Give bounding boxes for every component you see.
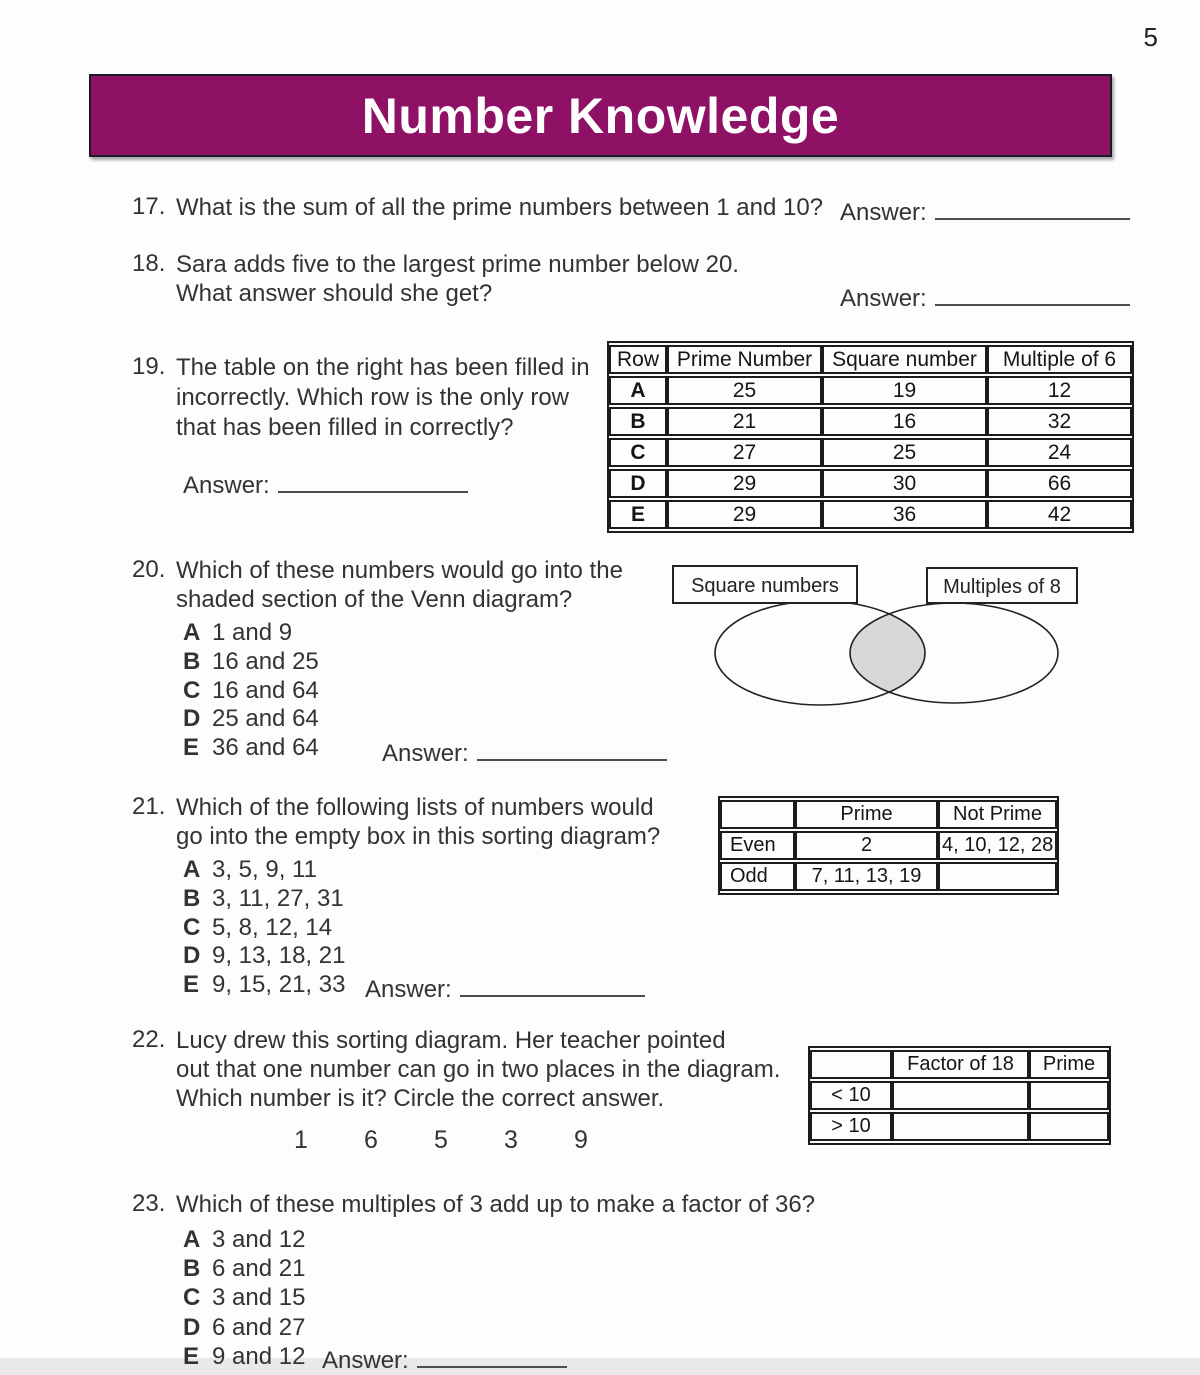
option-row: [183, 856, 345, 885]
table-cell: 2: [795, 831, 938, 860]
q19-table: [607, 341, 1134, 533]
q23-answer-label: Answer:: [322, 1347, 409, 1375]
table-row: [609, 438, 1132, 467]
option-row: [183, 942, 345, 971]
option-row: [183, 619, 319, 648]
table-cell: 32: [987, 407, 1132, 436]
q23-options: [183, 1225, 305, 1371]
option-letter: C: [183, 676, 201, 704]
q17-number: 17.: [132, 193, 166, 220]
row-label-odd: Odd: [720, 862, 795, 891]
q20-text-line1: Which of these numbers would go into the: [176, 557, 623, 584]
q19-answer: [183, 466, 468, 500]
q18-answer: [840, 279, 1130, 313]
table-row: [609, 407, 1132, 436]
q18-answer-line: [935, 279, 1130, 306]
empty-cell: [892, 1112, 1029, 1141]
table-cell: 66: [987, 469, 1132, 498]
q22-header-factor: Factor of 18: [892, 1050, 1029, 1079]
q18-text-line2: What answer should she get?: [176, 280, 493, 307]
q19-text: [176, 353, 590, 443]
table-cell: 21: [667, 407, 822, 436]
option-letter: C: [183, 1284, 201, 1312]
q19-answer-line: [278, 466, 468, 493]
q21-header-prime: Prime: [795, 800, 938, 829]
row-letter: C: [609, 438, 667, 467]
venn-left-label: Square numbers: [691, 575, 839, 597]
option-text: 9, 15, 21, 33: [212, 971, 346, 999]
option-text: 16 and 64: [212, 676, 319, 704]
q18-text: [176, 250, 739, 308]
table-row: [720, 862, 1057, 891]
table-row: [810, 1081, 1109, 1110]
choice-number: 1: [294, 1126, 308, 1154]
option-text: 1 and 9: [212, 619, 293, 646]
q21-sorting-table: [718, 796, 1059, 895]
q22-text-line1: Lucy drew this sorting diagram. Her teacher pointed: [176, 1027, 726, 1054]
table-cell: 25: [822, 438, 987, 467]
q20-answer-label: Answer:: [382, 740, 469, 768]
table-cell: 19: [822, 376, 987, 405]
choice-number: 5: [434, 1126, 448, 1154]
q22-number: 22.: [132, 1026, 166, 1053]
option-text: 3 and 15: [212, 1284, 306, 1312]
q20-answer: [382, 734, 667, 768]
option-row: [183, 971, 345, 1000]
option-text: 6 and 21: [212, 1255, 306, 1283]
title-banner: [89, 74, 1112, 157]
q17-answer-label: Answer:: [840, 199, 927, 227]
option-letter: D: [183, 942, 201, 970]
option-row: [183, 1283, 305, 1312]
table-cell: 4, 10, 12, 28: [938, 831, 1057, 860]
q18-answer-label: Answer:: [840, 285, 927, 313]
table-row: [810, 1112, 1109, 1141]
table-cell: [938, 862, 1057, 891]
page-number: 5: [1143, 22, 1158, 52]
q23-text: Which of these multiples of 3 add up to make a factor of 36?: [176, 1191, 816, 1218]
option-letter: B: [183, 884, 201, 912]
empty-cell: [1029, 1081, 1109, 1110]
choice-number: 9: [574, 1126, 588, 1154]
option-text: 3, 11, 27, 31: [212, 884, 344, 912]
q21-header-empty: [720, 800, 795, 829]
option-letter: D: [183, 705, 201, 733]
empty-cell: [892, 1081, 1029, 1110]
row-letter: A: [609, 376, 667, 405]
option-row: [183, 1342, 305, 1371]
q20-answer-line: [477, 734, 667, 761]
option-row: [183, 1254, 305, 1283]
q23-answer: [322, 1341, 567, 1375]
option-letter: B: [183, 647, 201, 675]
option-row: [183, 1313, 305, 1342]
table-cell: 24: [987, 438, 1132, 467]
row-label-less-than-10: < 10: [810, 1081, 892, 1110]
q22-sorting-table: [808, 1046, 1111, 1145]
option-row: [183, 1225, 305, 1254]
table-cell: 16: [822, 407, 987, 436]
option-text: 16 and 25: [212, 647, 319, 675]
option-row: [183, 648, 319, 677]
q21-options: [183, 856, 345, 1000]
table-row: [720, 831, 1057, 860]
row-label-greater-than-10: > 10: [810, 1112, 892, 1141]
choice-number: 3: [504, 1126, 518, 1154]
option-letter: A: [183, 1226, 201, 1253]
table-row: [609, 500, 1132, 529]
q19-answer-label: Answer:: [183, 472, 270, 500]
q22-header-prime: Prime: [1029, 1050, 1109, 1079]
q17-answer: [840, 193, 1130, 227]
q21-answer-line: [460, 970, 645, 997]
q23-answer-line: [417, 1341, 567, 1368]
q21-header-not-prime: Not Prime: [938, 800, 1057, 829]
option-text: 6 and 27: [212, 1313, 306, 1341]
option-text: 36 and 64: [212, 734, 319, 762]
q21-text-line1: Which of the following lists of numbers would: [176, 794, 654, 821]
empty-cell: [1029, 1112, 1109, 1141]
q20-options: [183, 619, 319, 763]
option-letter: E: [183, 1342, 200, 1370]
q21-text: [176, 793, 660, 851]
table-cell: 29: [667, 500, 822, 529]
table-cell: 12: [987, 376, 1132, 405]
table-cell: 25: [667, 376, 822, 405]
q21-table-header-row: [720, 800, 1057, 829]
q22-choices: [294, 1126, 644, 1155]
option-text: 9, 13, 18, 21: [212, 942, 346, 970]
q21-text-line2: go into the empty box in this sorting diagram?: [176, 823, 661, 850]
table-cell: 30: [822, 469, 987, 498]
q19-header-multiple: Multiple of 6: [987, 345, 1132, 374]
venn-diagram: [650, 560, 1068, 712]
table-cell: 36: [822, 500, 987, 529]
q17-answer-line: [935, 193, 1130, 220]
option-letter: A: [183, 856, 201, 883]
q18-text-line1: Sara adds five to the largest prime number below 20.: [176, 251, 739, 278]
option-letter: E: [183, 971, 200, 999]
option-letter: A: [183, 619, 201, 646]
q22-text: [176, 1026, 780, 1113]
q19-text-line2: incorrectly. Which row is the only row: [176, 384, 569, 411]
q20-number: 20.: [132, 556, 166, 583]
table-row: [609, 376, 1132, 405]
q22-text-line2: out that one number can go in two places in the diagram.: [176, 1056, 781, 1083]
option-letter: D: [183, 1313, 201, 1341]
option-letter: E: [183, 734, 200, 762]
q21-number: 21.: [132, 793, 166, 820]
page-title: Number Knowledge: [361, 87, 840, 144]
row-letter: B: [609, 407, 667, 436]
table-cell: 7, 11, 13, 19: [795, 862, 938, 891]
option-row: [183, 885, 345, 914]
venn-right-label: Multiples of 8: [943, 576, 1061, 598]
option-row: [183, 677, 319, 706]
option-letter: C: [183, 913, 201, 941]
table-cell: 42: [987, 500, 1132, 529]
option-text: 9 and 12: [212, 1342, 306, 1370]
q22-table-header-row: [810, 1050, 1109, 1079]
option-row: [183, 734, 319, 763]
option-row: [183, 705, 319, 734]
q17-text: What is the sum of all the prime numbers between 1 and 10?: [176, 194, 824, 221]
q19-text-line1: The table on the right has been filled in: [176, 354, 590, 381]
table-row: [609, 469, 1132, 498]
table-cell: 29: [667, 469, 822, 498]
option-text: 3, 5, 9, 11: [212, 856, 317, 883]
row-letter: E: [609, 500, 667, 529]
row-label-even: Even: [720, 831, 795, 860]
q22-text-line3: Which number is it? Circle the correct answer.: [176, 1085, 665, 1112]
q19-header-square: Square number: [822, 345, 987, 374]
q23-number: 23.: [132, 1190, 166, 1217]
option-text: 3 and 12: [212, 1226, 306, 1253]
q19-number: 19.: [132, 353, 166, 380]
option-letter: B: [183, 1255, 201, 1283]
q18-number: 18.: [132, 250, 166, 277]
q19-header-prime: Prime Number: [667, 345, 822, 374]
option-text: 5, 8, 12, 14: [212, 913, 333, 941]
option-text: 25 and 64: [212, 705, 319, 733]
option-row: [183, 914, 345, 943]
table-cell: 27: [667, 438, 822, 467]
choice-number: 6: [364, 1126, 378, 1154]
q21-answer: [365, 970, 645, 1004]
q22-header-empty: [810, 1050, 892, 1079]
q20-text: [176, 556, 623, 614]
q21-answer-label: Answer:: [365, 976, 452, 1004]
q19-text-line3: that has been filled in correctly?: [176, 414, 514, 441]
q20-text-line2: shaded section of the Venn diagram?: [176, 586, 573, 613]
row-letter: D: [609, 469, 667, 498]
q19-header-row: Row: [609, 345, 667, 374]
q19-table-header-row: [609, 345, 1132, 374]
